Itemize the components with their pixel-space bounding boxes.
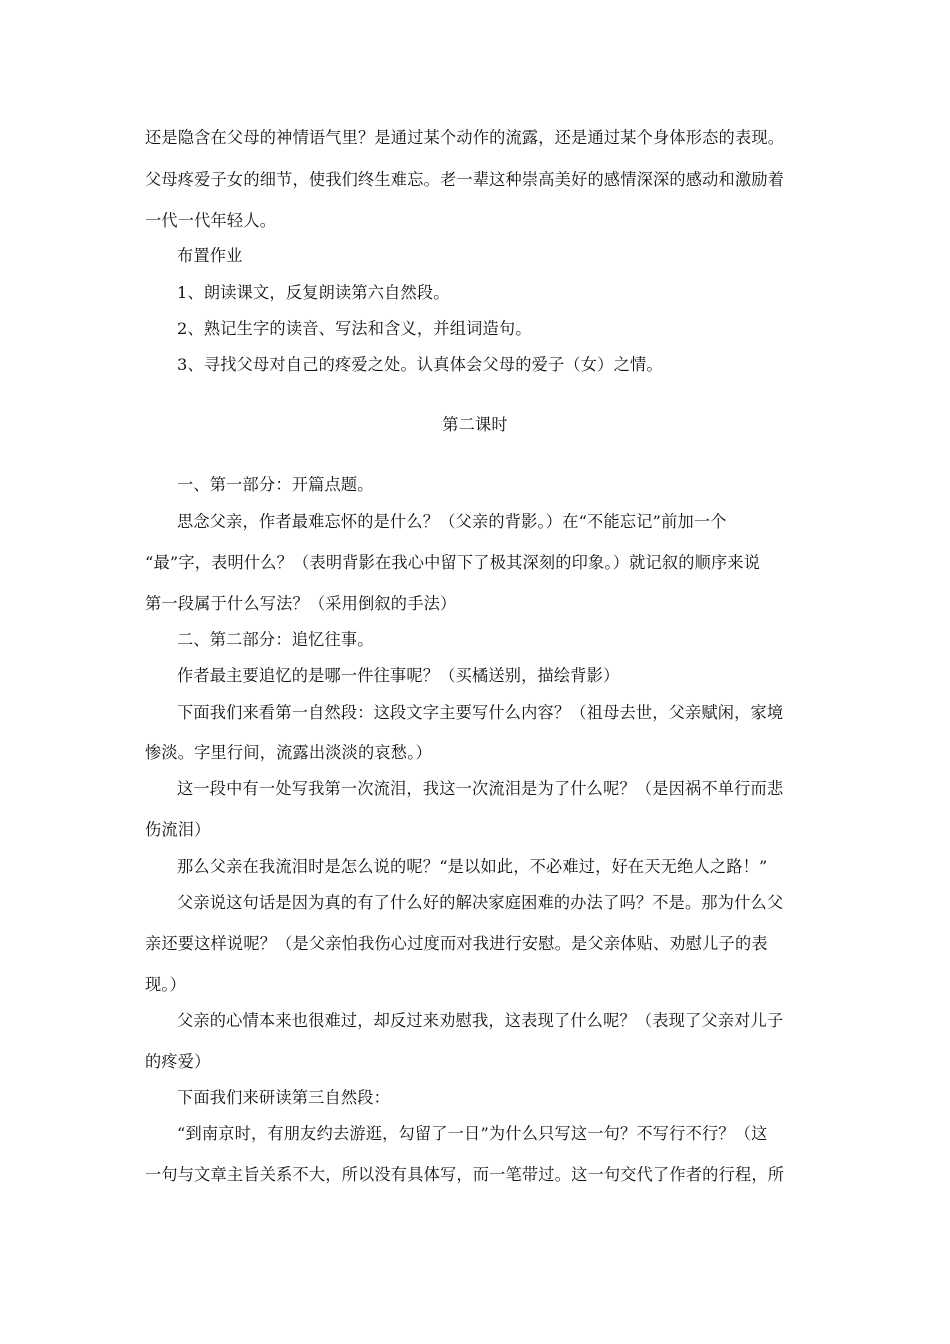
paragraph-line: 父母疼爱子女的细节，使我们终生难忘。老一辈这种崇高美好的感情深深的感动和激励着 (145, 170, 785, 189)
section-heading: 二、第二部分：追忆往事。 (177, 630, 374, 649)
paragraph-line: 的疼爱） (145, 1052, 211, 1071)
paragraph-line: 还是隐含在父母的神情语气里？是通过某个动作的流露，还是通过某个身体形态的表现。 (145, 128, 785, 147)
paragraph-line: 父亲说这句话是因为真的有了什么好的解决家庭困难的办法了吗？不是。那为什么父 (177, 893, 784, 912)
paragraph-line: 亲还要这样说呢？（是父亲怕我伤心过度而对我进行安慰。是父亲体贴、劝慰儿子的表 (145, 934, 768, 953)
paragraph-line: 第一段属于什么写法？（采用倒叙的手法） (145, 594, 457, 613)
paragraph-line: 现。） (145, 975, 187, 994)
homework-item: 1、朗读课文，反复朗读第六自然段。 (177, 283, 450, 302)
paragraph-line: “最”字，表明什么？（表明背影在我心中留下了极其深刻的印象。）就记叙的顺序来说 (145, 553, 761, 572)
paragraph-line: 思念父亲，作者最难忘怀的是什么？（父亲的背影。）在“不能忘记”前加一个 (177, 512, 727, 531)
homework-heading: 布置作业 (177, 246, 243, 265)
section-heading: 一、第一部分：开篇点题。 (177, 475, 374, 494)
paragraph-line: 父亲的心情本来也很难过，却反过来劝慰我，这表现了什么呢？（表现了父亲对儿子 (177, 1011, 784, 1030)
homework-item: 2、熟记生字的读音、写法和含义，并组词造句。 (177, 319, 532, 338)
paragraph-line: 惨淡。字里行间，流露出淡淡的哀愁。） (145, 743, 432, 762)
paragraph-line: 作者最主要追忆的是哪一件往事呢？（买橘送别，描绘背影） (177, 666, 620, 685)
paragraph-line: 伤流泪） (145, 820, 211, 839)
paragraph-line: 下面我们来看第一自然段：这段文字主要写什么内容？（祖母去世，父亲赋闲，家境 (177, 703, 784, 722)
paragraph-line: 一代一代年轻人。 (145, 211, 277, 230)
paragraph-line: 这一段中有一处写我第一次流泪，我这一次流泪是为了什么呢？（是因祸不单行而悲 (177, 779, 784, 798)
homework-item: 3、寻找父母对自己的疼爱之处。认真体会父母的爱子（女）之情。 (177, 355, 663, 374)
paragraph-line: 那么父亲在我流泪时是怎么说的呢？“是以如此，不必难过，好在天无绝人之路！” (177, 857, 768, 876)
paragraph-line: “到南京时，有朋友约去游逛，勾留了一日”为什么只写这一句？不写行不行？（这 (177, 1124, 768, 1143)
section-title: 第二课时 (442, 415, 508, 434)
paragraph-line: 下面我们来研读第三自然段： (177, 1088, 391, 1107)
paragraph-line: 一句与文章主旨关系不大，所以没有具体写，而一笔带过。这一句交代了作者的行程，所 (145, 1165, 785, 1184)
